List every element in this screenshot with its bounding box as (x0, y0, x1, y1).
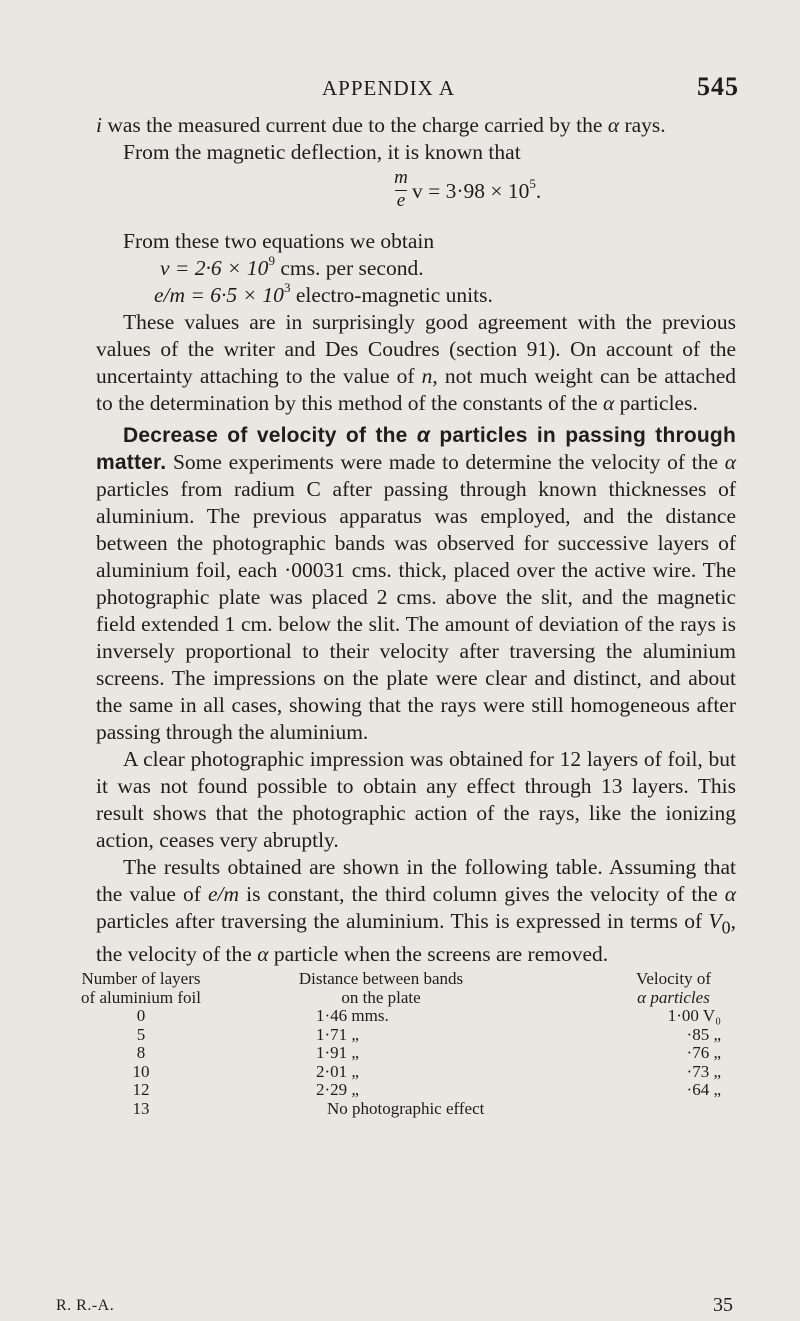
current-symbol: i (96, 113, 102, 137)
paragraph-results: The results obtained are shown in the following table. Assuming that the value of e/m is constant, the third column gives the velocity of the α particles after traversing the aluminium. This is expressed in terms of $V_0$, the velocity of the α particle when the screens are removed. (96, 855, 736, 967)
printer-signature: R. R.-A. (56, 1297, 115, 1314)
table-cell: 2·01 „ (316, 1061, 359, 1081)
table-cell: 10 (132, 1061, 150, 1081)
fraction-m-over-e: m e (394, 167, 408, 211)
table-cell: ·64 „ (686, 1080, 721, 1100)
intro-line: i was the measured current due to the charge carried by the α rays. (96, 113, 666, 137)
sheet-number: 35 (713, 1294, 733, 1316)
equation-mv-over-e: m e $v = 3\cdot 98 \times 10^5$. (394, 167, 542, 211)
running-header (0, 72, 800, 106)
equation-velocity: $v = 2\cdot 6 \times 10^9$ cms. per second. (160, 252, 424, 280)
table-cell: ·73 „ (686, 1061, 721, 1081)
section-heading: Decrease of velocity of the α particles in passing through matter. (96, 424, 736, 474)
paragraph-layers: A clear photographic impression was obtained for 12 layers of foil, but it was not found possible to obtain any effect through 13 layers. This result shows that the photographic action of the rays, like the ionizing action, ceases very abruptly. (96, 747, 736, 852)
table-cell: 13 (132, 1098, 150, 1118)
page-body (81, 112, 736, 1140)
magnetic-deflection-line: From the magnetic deflection, it is known that (123, 140, 521, 164)
table-cell: 2·29 „ (316, 1080, 359, 1100)
table-cell: 1·46 mms. (316, 1006, 389, 1026)
column-header: Distance between bands (298, 969, 464, 989)
table-cell: 0 (136, 1006, 146, 1026)
table-cell: 5 (136, 1024, 146, 1044)
no-effect-note: No photographic effect (327, 1098, 485, 1118)
running-title: APPENDIX A (322, 76, 456, 100)
paragraph-agreement: These values are in surprisingly good agreement with the previous values of the writer and Des Coudres (section 91). On account of the uncertainty attaching to the value of n, not much weight can be attached to the determination by this method of the constants of the α particles. (96, 310, 736, 415)
column-header: Number of layers (81, 969, 201, 989)
column-header: α particles (637, 987, 710, 1007)
column-layers (56, 970, 226, 1118)
column-velocity (586, 970, 761, 1100)
column-header: of aluminium foil (81, 987, 201, 1007)
column-header: Velocity of (635, 969, 712, 989)
column-header: on the plate (341, 987, 421, 1007)
table-cell: 8 (136, 1043, 146, 1063)
section-paragraph: Decrease of velocity of the α particles in passing through matter. Some experiments were made to determine the velocity of the α particles from radium C after passing through known thicknesses of aluminium. The previous apparatus was employed, and the distance between the photographic bands was observed for successive layers of aluminium foil, each ·00031 cms. thick, placed over the active wire. The photographic plate was placed 2 cms. above the slit, and the magnetic field extended 1 cm. below the slit. The amount of deviation of the rays is inversely proportional to their velocity after traversing the aluminium screens. The impressions on the plate were clear and distinct, and about the same in all cases, showing that the rays were still homogeneous after passing through the aluminium. (96, 424, 736, 744)
table-cell: 12 (132, 1080, 150, 1100)
table-cell: 1·71 „ (316, 1024, 359, 1044)
column-distance (286, 970, 476, 1100)
table-cell: ·76 „ (686, 1043, 721, 1063)
table-cell: 1·91 „ (316, 1043, 359, 1063)
table-cell: 1·00 V₀ (667, 1006, 721, 1026)
equation-e-over-m: $e/m = 6\cdot 5 \times 10^3$ electro-magnetic units. (154, 279, 493, 307)
table-cell: ·85 „ (686, 1024, 721, 1044)
alpha-symbol: α (607, 113, 620, 137)
results-table (81, 969, 736, 1140)
page-number: 545 (697, 72, 739, 101)
equations-intro: From these two equations we obtain (123, 229, 435, 253)
